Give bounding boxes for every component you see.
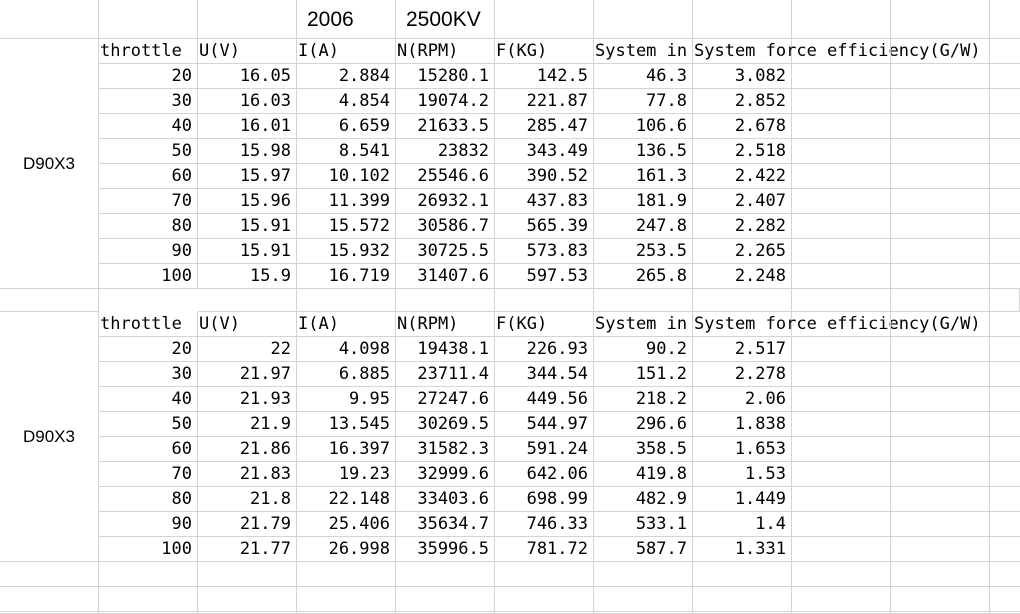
cell[interactable]: [891, 114, 990, 139]
data-cell[interactable]: 20: [99, 64, 198, 89]
cell[interactable]: [792, 312, 891, 337]
cell[interactable]: [891, 239, 990, 264]
cell[interactable]: [891, 0, 990, 39]
cell[interactable]: [792, 239, 891, 264]
cell[interactable]: [990, 39, 1020, 64]
cell[interactable]: [495, 0, 594, 39]
cell[interactable]: [792, 89, 891, 114]
data-cell[interactable]: 2.852: [693, 89, 792, 114]
cell[interactable]: [891, 412, 990, 437]
data-cell[interactable]: 482.9: [594, 487, 693, 512]
table-row: [0, 214, 1020, 239]
data-cell[interactable]: 4.098: [297, 337, 396, 362]
data-cell[interactable]: 2.517: [693, 337, 792, 362]
data-cell[interactable]: 2.282: [693, 214, 792, 239]
data-cell[interactable]: 358.5: [594, 437, 693, 462]
data-cell[interactable]: 23711.4: [396, 362, 495, 387]
data-cell[interactable]: 16.719: [297, 264, 396, 289]
header-row: [0, 39, 1020, 64]
data-cell[interactable]: 265.8: [594, 264, 693, 289]
cell[interactable]: [891, 387, 990, 412]
cell[interactable]: [0, 562, 99, 587]
data-cell[interactable]: 4.854: [297, 89, 396, 114]
data-cell[interactable]: 285.47: [495, 114, 594, 139]
data-cell[interactable]: 100: [99, 537, 198, 562]
data-cell[interactable]: 15.98: [198, 139, 297, 164]
data-cell[interactable]: 16.03: [198, 89, 297, 114]
data-cell[interactable]: 19074.2: [396, 89, 495, 114]
data-cell[interactable]: 31407.6: [396, 264, 495, 289]
table-row: [0, 114, 1020, 139]
column-header[interactable]: System in: [594, 312, 693, 337]
cell[interactable]: [198, 0, 297, 39]
cell[interactable]: [990, 562, 1020, 587]
column-header[interactable]: throttle: [99, 312, 198, 337]
data-cell[interactable]: 151.2: [594, 362, 693, 387]
data-cell[interactable]: 32999.6: [396, 462, 495, 487]
cell[interactable]: [396, 289, 495, 312]
data-cell[interactable]: 2.248: [693, 264, 792, 289]
cell[interactable]: [792, 264, 891, 289]
cell[interactable]: [297, 587, 396, 612]
cell[interactable]: [99, 587, 198, 612]
cell[interactable]: [990, 387, 1020, 412]
cell[interactable]: [891, 264, 990, 289]
cell[interactable]: [990, 114, 1020, 139]
cell[interactable]: [792, 214, 891, 239]
data-cell[interactable]: 27247.6: [396, 387, 495, 412]
data-cell[interactable]: 30269.5: [396, 412, 495, 437]
data-cell[interactable]: 19.23: [297, 462, 396, 487]
cell[interactable]: [396, 562, 495, 587]
data-cell[interactable]: 15.932: [297, 239, 396, 264]
empty-row: [0, 562, 1020, 587]
cell[interactable]: [990, 412, 1020, 437]
table-row: [0, 387, 1020, 412]
cell[interactable]: [891, 362, 990, 387]
table-row: [0, 239, 1020, 264]
data-cell[interactable]: 35634.7: [396, 512, 495, 537]
data-cell[interactable]: 544.97: [495, 412, 594, 437]
data-cell[interactable]: 60: [99, 164, 198, 189]
cell[interactable]: [693, 587, 792, 612]
data-cell[interactable]: 21.77: [198, 537, 297, 562]
cell[interactable]: [891, 312, 990, 337]
data-cell[interactable]: 6.885: [297, 362, 396, 387]
title-row: [0, 0, 1020, 39]
cell[interactable]: [792, 289, 891, 312]
cell[interactable]: [792, 114, 891, 139]
table-row: [0, 64, 1020, 89]
data-cell[interactable]: 1.331: [693, 537, 792, 562]
cell[interactable]: [396, 587, 495, 612]
cell[interactable]: [792, 587, 891, 612]
column-header[interactable]: System force efficiency(G/W): [693, 39, 792, 64]
motor-label[interactable]: D90X3: [0, 39, 99, 289]
cell[interactable]: [792, 164, 891, 189]
cell[interactable]: [891, 189, 990, 214]
data-cell[interactable]: 21.9: [198, 412, 297, 437]
cell[interactable]: [594, 0, 693, 39]
cell[interactable]: [792, 337, 891, 362]
column-header[interactable]: N(RPM): [396, 312, 495, 337]
column-header[interactable]: I(A): [297, 39, 396, 64]
cell[interactable]: [594, 289, 693, 312]
table-row: [0, 89, 1020, 114]
data-cell[interactable]: 161.3: [594, 164, 693, 189]
data-cell[interactable]: 2.06: [693, 387, 792, 412]
data-cell[interactable]: 16.397: [297, 437, 396, 462]
title-model-cell[interactable]: 2006: [297, 0, 396, 39]
column-header[interactable]: U(V): [198, 312, 297, 337]
data-cell[interactable]: 25.406: [297, 512, 396, 537]
data-cell[interactable]: 343.49: [495, 139, 594, 164]
cell[interactable]: [495, 587, 594, 612]
data-cell[interactable]: 21.93: [198, 387, 297, 412]
data-cell[interactable]: 106.6: [594, 114, 693, 139]
spacer-row: [0, 289, 1020, 312]
cell[interactable]: [891, 437, 990, 462]
column-header[interactable]: F(KG): [495, 312, 594, 337]
cell[interactable]: [990, 189, 1020, 214]
cell[interactable]: [891, 487, 990, 512]
data-cell[interactable]: 218.2: [594, 387, 693, 412]
data-cell[interactable]: 21.79: [198, 512, 297, 537]
data-cell[interactable]: 136.5: [594, 139, 693, 164]
data-cell[interactable]: 16.01: [198, 114, 297, 139]
data-cell[interactable]: 2.422: [693, 164, 792, 189]
data-cell[interactable]: 247.8: [594, 214, 693, 239]
data-cell[interactable]: 11.399: [297, 189, 396, 214]
cell[interactable]: [792, 512, 891, 537]
table-row: [0, 139, 1020, 164]
cell[interactable]: [990, 537, 1020, 562]
cell[interactable]: [891, 587, 990, 612]
cell[interactable]: [891, 89, 990, 114]
data-cell[interactable]: 15.572: [297, 214, 396, 239]
cell[interactable]: [792, 0, 891, 39]
data-cell[interactable]: 21.83: [198, 462, 297, 487]
data-cell[interactable]: 26932.1: [396, 189, 495, 214]
data-cell[interactable]: 1.53: [693, 462, 792, 487]
data-cell[interactable]: 698.99: [495, 487, 594, 512]
data-cell[interactable]: 90: [99, 239, 198, 264]
cell[interactable]: [990, 214, 1020, 239]
data-cell[interactable]: 100: [99, 264, 198, 289]
data-cell[interactable]: 296.6: [594, 412, 693, 437]
data-cell[interactable]: 15280.1: [396, 64, 495, 89]
cell[interactable]: [0, 587, 99, 612]
cell[interactable]: [297, 289, 396, 312]
data-cell[interactable]: 21.97: [198, 362, 297, 387]
data-cell[interactable]: 15.96: [198, 189, 297, 214]
cell[interactable]: [0, 0, 99, 39]
column-header[interactable]: N(RPM): [396, 39, 495, 64]
cell[interactable]: [792, 64, 891, 89]
data-cell[interactable]: 22: [198, 337, 297, 362]
cell[interactable]: [891, 512, 990, 537]
cell[interactable]: [594, 587, 693, 612]
data-cell[interactable]: 746.33: [495, 512, 594, 537]
data-cell[interactable]: 1.838: [693, 412, 792, 437]
data-cell[interactable]: 60: [99, 437, 198, 462]
data-cell[interactable]: 142.5: [495, 64, 594, 89]
cell[interactable]: [891, 64, 990, 89]
cell[interactable]: [990, 64, 1020, 89]
column-header[interactable]: throttle: [99, 39, 198, 64]
data-cell[interactable]: 221.87: [495, 89, 594, 114]
data-cell[interactable]: 2.278: [693, 362, 792, 387]
cell[interactable]: [792, 362, 891, 387]
data-cell[interactable]: 437.83: [495, 189, 594, 214]
table-row: [0, 164, 1020, 189]
cell[interactable]: [792, 387, 891, 412]
data-cell[interactable]: 591.24: [495, 437, 594, 462]
data-cell[interactable]: 565.39: [495, 214, 594, 239]
data-cell[interactable]: 16.05: [198, 64, 297, 89]
empty-row: [0, 587, 1020, 612]
data-cell[interactable]: 449.56: [495, 387, 594, 412]
cell[interactable]: [198, 562, 297, 587]
data-cell[interactable]: 70: [99, 189, 198, 214]
cell[interactable]: [495, 289, 594, 312]
cell[interactable]: [990, 239, 1020, 264]
table-row: [0, 512, 1020, 537]
table-row: [0, 189, 1020, 214]
cell[interactable]: [495, 562, 594, 587]
data-cell[interactable]: 253.5: [594, 239, 693, 264]
data-cell[interactable]: 419.8: [594, 462, 693, 487]
data-cell[interactable]: 597.53: [495, 264, 594, 289]
data-cell[interactable]: 2.407: [693, 189, 792, 214]
column-header[interactable]: I(A): [297, 312, 396, 337]
motor-label[interactable]: D90X3: [0, 312, 99, 562]
data-cell[interactable]: 3.082: [693, 64, 792, 89]
title-kv-cell[interactable]: 2500KV: [396, 0, 495, 39]
table-row: [0, 437, 1020, 462]
cell[interactable]: [990, 587, 1020, 612]
cell[interactable]: [891, 337, 990, 362]
cell[interactable]: [990, 437, 1020, 462]
data-cell[interactable]: 20: [99, 337, 198, 362]
data-cell[interactable]: 23832: [396, 139, 495, 164]
cell[interactable]: [990, 337, 1020, 362]
cell[interactable]: [990, 139, 1020, 164]
data-cell[interactable]: 10.102: [297, 164, 396, 189]
data-cell[interactable]: 21633.5: [396, 114, 495, 139]
cell[interactable]: [792, 412, 891, 437]
data-cell[interactable]: 30: [99, 89, 198, 114]
data-cell[interactable]: 40: [99, 387, 198, 412]
cell[interactable]: [198, 587, 297, 612]
data-cell[interactable]: 15.97: [198, 164, 297, 189]
data-cell[interactable]: 2.884: [297, 64, 396, 89]
cell[interactable]: [891, 289, 990, 312]
data-cell[interactable]: 9.95: [297, 387, 396, 412]
data-cell[interactable]: 22.148: [297, 487, 396, 512]
cell[interactable]: [792, 189, 891, 214]
data-cell[interactable]: 35996.5: [396, 537, 495, 562]
data-cell[interactable]: 781.72: [495, 537, 594, 562]
cell[interactable]: [792, 39, 891, 64]
cell[interactable]: [891, 164, 990, 189]
data-cell[interactable]: 344.54: [495, 362, 594, 387]
cell[interactable]: [990, 487, 1020, 512]
table-row: [0, 537, 1020, 562]
data-cell[interactable]: 587.7: [594, 537, 693, 562]
cell[interactable]: [693, 289, 792, 312]
data-cell[interactable]: 15.9: [198, 264, 297, 289]
cell[interactable]: [693, 562, 792, 587]
cell[interactable]: [990, 312, 1020, 337]
data-cell[interactable]: 90: [99, 512, 198, 537]
cell[interactable]: [99, 562, 198, 587]
data-cell[interactable]: 31582.3: [396, 437, 495, 462]
table-row: [0, 487, 1020, 512]
data-cell[interactable]: 77.8: [594, 89, 693, 114]
column-header[interactable]: U(V): [198, 39, 297, 64]
cell[interactable]: [990, 462, 1020, 487]
cell[interactable]: [891, 139, 990, 164]
column-header[interactable]: System in: [594, 39, 693, 64]
data-cell[interactable]: 19438.1: [396, 337, 495, 362]
data-cell[interactable]: 30725.5: [396, 239, 495, 264]
cell[interactable]: [99, 0, 198, 39]
cell[interactable]: [594, 562, 693, 587]
data-cell[interactable]: 13.545: [297, 412, 396, 437]
data-cell[interactable]: 1.449: [693, 487, 792, 512]
cell[interactable]: [198, 289, 297, 312]
data-cell[interactable]: 70: [99, 462, 198, 487]
table-row: [0, 462, 1020, 487]
data-cell[interactable]: 46.3: [594, 64, 693, 89]
cell[interactable]: [792, 139, 891, 164]
header-row: [0, 312, 1020, 337]
cell[interactable]: [792, 487, 891, 512]
cell[interactable]: [990, 362, 1020, 387]
data-cell[interactable]: 30586.7: [396, 214, 495, 239]
data-cell[interactable]: 15.91: [198, 239, 297, 264]
cell[interactable]: [792, 437, 891, 462]
data-cell[interactable]: 15.91: [198, 214, 297, 239]
column-header[interactable]: System force efficiency(G/W): [693, 312, 792, 337]
column-header[interactable]: F(KG): [495, 39, 594, 64]
data-cell[interactable]: 21.8: [198, 487, 297, 512]
cell[interactable]: [891, 562, 990, 587]
cell[interactable]: [990, 264, 1020, 289]
data-cell[interactable]: 30: [99, 362, 198, 387]
data-cell[interactable]: 226.93: [495, 337, 594, 362]
data-cell[interactable]: 21.86: [198, 437, 297, 462]
cell[interactable]: [297, 562, 396, 587]
cell[interactable]: [990, 0, 1020, 39]
data-cell[interactable]: 181.9: [594, 189, 693, 214]
data-cell[interactable]: 2.265: [693, 239, 792, 264]
data-cell[interactable]: 40: [99, 114, 198, 139]
cell[interactable]: [990, 164, 1020, 189]
data-cell[interactable]: 26.998: [297, 537, 396, 562]
cell[interactable]: [792, 462, 891, 487]
data-cell[interactable]: 573.83: [495, 239, 594, 264]
data-cell[interactable]: 1.4: [693, 512, 792, 537]
cell[interactable]: [891, 39, 990, 64]
cell[interactable]: [792, 537, 891, 562]
cell[interactable]: [891, 537, 990, 562]
cell[interactable]: [693, 0, 792, 39]
table-row: [0, 362, 1020, 387]
data-cell[interactable]: 80: [99, 487, 198, 512]
table-row: [0, 412, 1020, 437]
table-row: [0, 337, 1020, 362]
data-cell[interactable]: 2.518: [693, 139, 792, 164]
data-cell[interactable]: 8.541: [297, 139, 396, 164]
data-cell[interactable]: 80: [99, 214, 198, 239]
cell[interactable]: [891, 214, 990, 239]
data-cell[interactable]: 6.659: [297, 114, 396, 139]
data-cell[interactable]: 50: [99, 412, 198, 437]
cell[interactable]: [0, 289, 99, 312]
data-cell[interactable]: 25546.6: [396, 164, 495, 189]
cell[interactable]: [792, 562, 891, 587]
data-cell[interactable]: 90.2: [594, 337, 693, 362]
data-cell[interactable]: 2.678: [693, 114, 792, 139]
cell[interactable]: [990, 89, 1020, 114]
data-cell[interactable]: 390.52: [495, 164, 594, 189]
cell[interactable]: [891, 462, 990, 487]
data-cell[interactable]: 33403.6: [396, 487, 495, 512]
data-cell[interactable]: 1.653: [693, 437, 792, 462]
cell[interactable]: [990, 512, 1020, 537]
data-cell[interactable]: 642.06: [495, 462, 594, 487]
data-cell[interactable]: 50: [99, 139, 198, 164]
cell[interactable]: [990, 289, 1020, 312]
data-cell[interactable]: 533.1: [594, 512, 693, 537]
table-row: [0, 264, 1020, 289]
